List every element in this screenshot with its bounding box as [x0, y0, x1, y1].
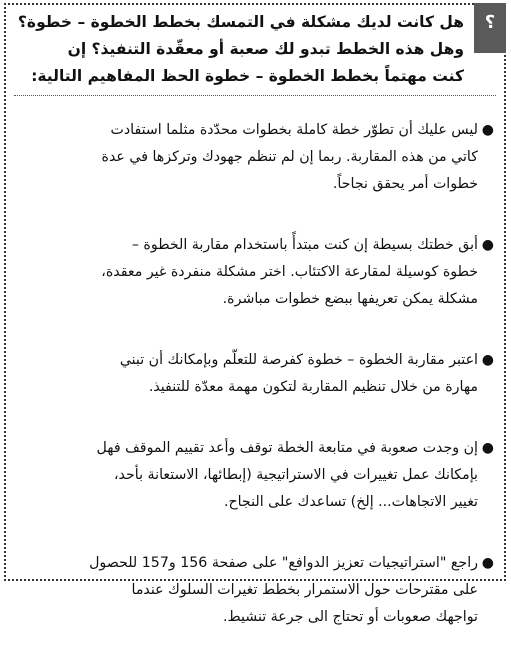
intro-line: كنت مهتماً بخطط الخطوة – خطوة الحظ المفاهيم التالية: — [31, 67, 464, 85]
item-line: أبق خطتك بسيطة إن كنت مبتدأً باستخدام مقاربة الخطوة – — [131, 237, 478, 253]
intro-line: وهل هذه الخطط تبدو لك صعبة أو معقّدة التنفيذ؟ إن — [67, 40, 464, 58]
list-item — [16, 550, 494, 631]
info-box — [4, 3, 506, 625]
item-line: خطوة كوسيلة لمقارعة الاكتئاب. اختر مشكلة منفردة غير معقدة، — [101, 264, 478, 280]
bullet-icon: ● — [481, 237, 494, 253]
list-item — [16, 232, 494, 313]
bullet-icon: ● — [481, 440, 494, 456]
intro-line: هل كانت لديك مشكلة في التمسك بخطط الخطوة – خطوة؟ — [17, 13, 464, 31]
item-line: مشكلة يمكن تعريفها ببضع خطوات مباشرة. — [222, 291, 478, 307]
item-line: راجع "استراتيجيات تعزيز الدوافع" على صفحة 156 و157 للحصول — [89, 555, 478, 571]
bullet-icon: ● — [481, 555, 494, 571]
item-line: خطوات أمر يحقق نجاحاً. — [332, 176, 478, 192]
question-mark-badge — [474, 3, 506, 53]
list-item — [16, 347, 494, 401]
item-line: إن وجدت صعوبة في متابعة الخطة توقف وأعد تقييم الموقف فهل — [96, 440, 478, 456]
item-line: كاتي من هذه المقاربة. ربما إن لم تنظم جهودك وتركزها في عدة — [101, 149, 478, 165]
tips-list — [16, 117, 494, 667]
question-mark-icon: ؟ — [484, 12, 496, 33]
intro-question — [14, 9, 464, 90]
item-line: ليس عليك أن تطوّر خطة كاملة بخطوات محدّدة مثلما استفادت — [110, 122, 478, 138]
item-line: تغيير الاتجاهات... إلخ) تساعدك على النجاح. — [223, 494, 478, 510]
item-line: على مقترحات حول الاستمرار بخطط تغيرات السلوك عندما — [131, 582, 478, 598]
item-line: تواجهك صعوبات أو تحتاج الى جرعة تنشيط. — [223, 609, 478, 625]
list-item — [16, 117, 494, 198]
header-divider — [14, 95, 496, 96]
bullet-icon: ● — [481, 352, 494, 368]
bullet-icon: ● — [481, 122, 494, 138]
item-line: بإمكانك عمل تغييرات في الاستراتيجية (إبطائها، الاستعانة بأحد، — [113, 467, 478, 483]
list-item — [16, 435, 494, 516]
item-line: اعتبر مقاربة الخطوة – خطوة كفرصة للتعلّم وبإمكانك أن تبني — [119, 352, 478, 368]
item-line: مهارة من خلال تنظيم المقاربة لتكون مهمة معدّة للتنفيذ. — [148, 379, 478, 395]
